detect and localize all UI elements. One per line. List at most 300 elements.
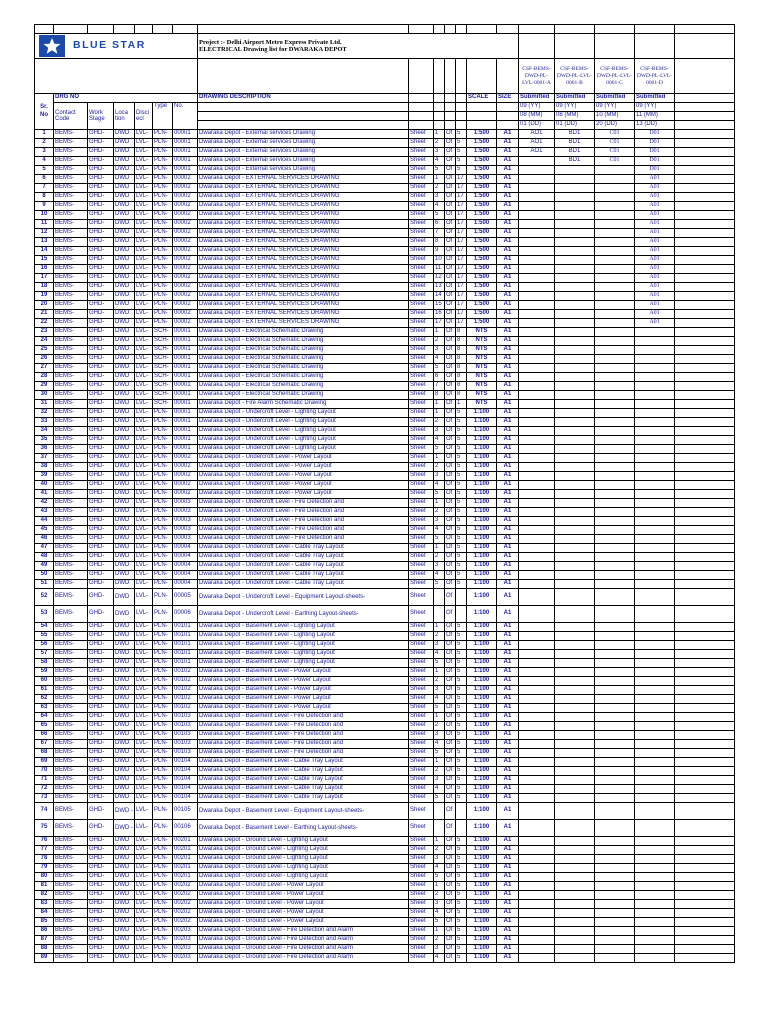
cell-rev-d: A01 [635, 310, 675, 319]
cell-contract-code: BEMS- [54, 202, 88, 211]
cell-rev-a [519, 373, 555, 382]
cell-sr-no: 51 [35, 580, 54, 589]
cell-scale: 1:100 [467, 463, 497, 472]
cell-location: DWD [114, 589, 135, 606]
cell-size: A1 [497, 535, 519, 544]
cell-scale: 1:500 [467, 193, 497, 202]
cell-rev-c [595, 220, 635, 229]
cell-scale: 1:500 [467, 238, 497, 247]
cell-sheet-no: 4 [434, 436, 445, 445]
cell-work-stage: GHD- [88, 553, 114, 562]
cell-description: Dwaraka Depot - Undercroft Level - Cable Tray Layout [198, 580, 409, 589]
cell-scale: 1:100 [467, 641, 497, 650]
table-row [35, 686, 735, 695]
cell-sheet-label: Sheet [409, 562, 434, 571]
cell-sheet-total: 5 [456, 418, 467, 427]
cell-rev-a [519, 229, 555, 238]
cell-scale: 1:100 [467, 580, 497, 589]
cell-description: Dwaraka Depot - Ground Level - Lighting Layout [198, 873, 409, 882]
cell-type: PLN- [153, 508, 173, 517]
cell-size: A1 [497, 454, 519, 463]
cell-rev-a [519, 481, 555, 490]
cell-sr-no: 25 [35, 346, 54, 355]
cell-blank [675, 382, 735, 391]
cell-type: PLN- [153, 785, 173, 794]
cell-rev-d [635, 900, 675, 909]
cell-size: A1 [497, 256, 519, 265]
cell-sheet-label: Sheet [409, 436, 434, 445]
cell-size: A1 [497, 337, 519, 346]
cell-location: DWD [114, 526, 135, 535]
cell-contract-code: BEMS- [54, 193, 88, 202]
cell-description: Dwaraka Depot - Undercroft Level - Lighting Layout [198, 409, 409, 418]
cell-sheet-no: 3 [434, 562, 445, 571]
cell-sheet-total: 5 [456, 704, 467, 713]
cell-size: A1 [497, 686, 519, 695]
cell-scale: 1:500 [467, 310, 497, 319]
cell-discipline: LVL- [135, 319, 153, 328]
cell-location: DWD [114, 436, 135, 445]
cell-contract-code: BEMS- [54, 562, 88, 571]
cell-sr-no: 14 [35, 247, 54, 256]
cell-discipline: LVL- [135, 767, 153, 776]
cell-work-stage: GHD- [88, 355, 114, 364]
cell-rev-c [595, 382, 635, 391]
cell-rev-c [595, 211, 635, 220]
cell-number: 00001 [173, 346, 198, 355]
cell-discipline: LVL- [135, 427, 153, 436]
cell-sheet-total: 5 [456, 641, 467, 650]
cell-rev-a [519, 837, 555, 846]
cell-location: DWD [114, 481, 135, 490]
cell-contract-code: BEMS- [54, 292, 88, 301]
cell-location: DWD [114, 641, 135, 650]
cell-sheet-no [434, 606, 445, 623]
cell-of-label: Of [445, 677, 456, 686]
cell-sr-no: 75 [35, 820, 54, 837]
cell-discipline: LVL- [135, 220, 153, 229]
cell-number: 00104 [173, 794, 198, 803]
cell-description: Dwaraka Depot - EXTERNAL SERVICES DRAWING [198, 193, 409, 202]
cell-rev-c: C01 [595, 148, 635, 157]
cell-rev-b [555, 400, 595, 409]
cell-rev-c [595, 301, 635, 310]
revision-dd-b: 01 (DD) [555, 121, 595, 130]
drawing-list-sheet [34, 24, 734, 963]
cell-location: DWD [114, 238, 135, 247]
cell-rev-a [519, 499, 555, 508]
cell-location: DWD [114, 274, 135, 283]
cell-of-label: Of [445, 310, 456, 319]
cell-rev-a [519, 918, 555, 927]
cell-contract-code: BEMS- [54, 148, 88, 157]
cell-sheet-total: 17 [456, 256, 467, 265]
cell-sheet-no: 3 [434, 148, 445, 157]
cell-work-stage: GHD- [88, 148, 114, 157]
cell-sheet-total: 8 [456, 355, 467, 364]
cell-rev-a [519, 803, 555, 820]
cell-sr-no: 84 [35, 909, 54, 918]
cell-description: Dwaraka Depot - Undercroft Level - Power Layout [198, 481, 409, 490]
cell-work-stage: GHD- [88, 166, 114, 175]
cell-description: Dwaraka Depot - Undercroft Level - Power Layout [198, 490, 409, 499]
cell-number: 00002 [173, 202, 198, 211]
cell-description: Dwaraka Depot - Basement Level - Cable Tray Layout [198, 794, 409, 803]
cell-sheet-label: Sheet [409, 589, 434, 606]
cell-rev-c [595, 864, 635, 873]
cell-rev-a [519, 891, 555, 900]
cell-of-label: Of [445, 211, 456, 220]
cell-number: 00106 [173, 820, 198, 837]
cell-of-label: Of [445, 364, 456, 373]
cell-scale: 1:100 [467, 820, 497, 837]
cell-rev-c [595, 758, 635, 767]
cell-size: A1 [497, 274, 519, 283]
cell-rev-c [595, 945, 635, 954]
cell-contract-code: BEMS- [54, 436, 88, 445]
cell-contract-code: BEMS- [54, 526, 88, 535]
table-row [35, 148, 735, 157]
cell-rev-c [595, 517, 635, 526]
cell-sr-no: 16 [35, 265, 54, 274]
cell-blank [675, 526, 735, 535]
cell-sheet-no: 3 [434, 855, 445, 864]
cell-rev-b: BD1 [555, 157, 595, 166]
cell-location: DWD [114, 535, 135, 544]
cell-of-label: Of [445, 553, 456, 562]
cell-description: Dwaraka Depot - EXTERNAL SERVICES DRAWING [198, 229, 409, 238]
cell-discipline: LVL- [135, 301, 153, 310]
cell-rev-b [555, 749, 595, 758]
cell-scale: 1:500 [467, 247, 497, 256]
cell-blank [675, 677, 735, 686]
cell-of-label: Of [445, 301, 456, 310]
cell-number: 00001 [173, 445, 198, 454]
cell-contract-code: BEMS- [54, 695, 88, 704]
cell-location: DWD [114, 202, 135, 211]
cell-scale: NTS [467, 346, 497, 355]
cell-number: 00102 [173, 704, 198, 713]
cell-of-label: Of [445, 794, 456, 803]
cell-sheet-label: Sheet [409, 211, 434, 220]
cell-description: Dwaraka Depot - Electrical Schematic Drawing [198, 364, 409, 373]
cell-description: Dwaraka Depot - EXTERNAL SERVICES DRAWING [198, 184, 409, 193]
cell-rev-d: D01 [635, 139, 675, 148]
revision-ref-c: CSF-BEMS-DWD-PL-LVL-0001-C [595, 59, 635, 94]
cell-blank [675, 695, 735, 704]
cell-type: PLN- [153, 130, 173, 139]
cell-rev-a [519, 855, 555, 864]
cell-sr-no: 78 [35, 855, 54, 864]
cell-rev-a [519, 767, 555, 776]
cell-type: PLN- [153, 909, 173, 918]
cell-rev-a: AO1 [519, 148, 555, 157]
cell-contract-code: BEMS- [54, 346, 88, 355]
cell-rev-b [555, 606, 595, 623]
cell-scale: 1:100 [467, 767, 497, 776]
cell-of-label: Of [445, 193, 456, 202]
cell-rev-a [519, 668, 555, 677]
table-row [35, 731, 735, 740]
cell-description: Dwaraka Depot - EXTERNAL SERVICES DRAWING [198, 211, 409, 220]
cell-size: A1 [497, 553, 519, 562]
cell-rev-b [555, 794, 595, 803]
cell-contract-code: BEMS- [54, 445, 88, 454]
cell-sr-no: 70 [35, 767, 54, 776]
cell-rev-a [519, 650, 555, 659]
cell-of-label: Of [445, 580, 456, 589]
cell-description: Dwaraka Depot - EXTERNAL SERVICES DRAWING [198, 238, 409, 247]
cell-sheet-no: 5 [434, 659, 445, 668]
table-row [35, 328, 735, 337]
cell-sheet-no: 2 [434, 418, 445, 427]
revision-yy-a: 09 (YY) [519, 103, 555, 112]
cell-location: DWD [114, 749, 135, 758]
cell-number: 00203 [173, 936, 198, 945]
cell-rev-a [519, 731, 555, 740]
cell-location: DWD [114, 677, 135, 686]
cell-sheet-label: Sheet [409, 837, 434, 846]
cell-rev-a [519, 301, 555, 310]
cell-type: PLN- [153, 544, 173, 553]
cell-discipline: LVL- [135, 641, 153, 650]
cell-contract-code: BEMS- [54, 301, 88, 310]
header-type: Type [153, 103, 173, 130]
cell-type: PLN- [153, 454, 173, 463]
cell-discipline: LVL- [135, 436, 153, 445]
cell-rev-b [555, 328, 595, 337]
cell-rev-b [555, 927, 595, 936]
cell-blank [675, 130, 735, 139]
cell-rev-b [555, 873, 595, 882]
cell-discipline: LVL- [135, 954, 153, 963]
cell-rev-d [635, 364, 675, 373]
cell-location: DWD [114, 148, 135, 157]
cell-size: A1 [497, 677, 519, 686]
cell-sheet-total: 17 [456, 292, 467, 301]
cell-location: DWD [114, 211, 135, 220]
cell-description: Dwaraka Depot - Ground Level - Power Layout [198, 900, 409, 909]
cell-scale: 1:100 [467, 650, 497, 659]
cell-rev-b [555, 562, 595, 571]
cell-rev-b [555, 382, 595, 391]
cell-blank [675, 659, 735, 668]
cell-discipline: LVL- [135, 927, 153, 936]
cell-contract-code: BEMS- [54, 400, 88, 409]
cell-discipline: LVL- [135, 265, 153, 274]
header-location: Loca tion [114, 103, 135, 130]
cell-rev-b [555, 758, 595, 767]
cell-sheet-label: Sheet [409, 400, 434, 409]
cell-sheet-label: Sheet [409, 157, 434, 166]
cell-number: 00001 [173, 373, 198, 382]
cell-sr-no: 26 [35, 355, 54, 364]
revision-ref-d: CSF-BEMS-DWD-PL-LVL-0001-D [635, 59, 675, 94]
table-row [35, 580, 735, 589]
cell-of-label: Of [445, 409, 456, 418]
cell-work-stage: GHD- [88, 776, 114, 785]
cell-size: A1 [497, 364, 519, 373]
cell-rev-b [555, 517, 595, 526]
cell-location: DWD [114, 508, 135, 517]
cell-sheet-no: 15 [434, 301, 445, 310]
cell-location: DWD [114, 490, 135, 499]
cell-work-stage: GHD- [88, 526, 114, 535]
cell-type: PLN- [153, 713, 173, 722]
cell-sheet-total: 5 [456, 157, 467, 166]
cell-sheet-total: 17 [456, 319, 467, 328]
cell-sheet-label: Sheet [409, 571, 434, 580]
cell-of-label: Of [445, 704, 456, 713]
cell-discipline: LVL- [135, 918, 153, 927]
cell-discipline: LVL- [135, 400, 153, 409]
cell-rev-a [519, 184, 555, 193]
cell-sheet-total: 5 [456, 891, 467, 900]
cell-of-label: Of [445, 256, 456, 265]
cell-rev-c [595, 632, 635, 641]
header-discipline: Disci ecl [135, 103, 153, 130]
cell-sheet-total: 5 [456, 936, 467, 945]
cell-size: A1 [497, 391, 519, 400]
cell-sheet-no: 4 [434, 157, 445, 166]
cell-rev-d [635, 328, 675, 337]
cell-type: SCH- [153, 400, 173, 409]
cell-rev-a: AO1 [519, 130, 555, 139]
cell-sr-no: 24 [35, 337, 54, 346]
cell-number: 00203 [173, 954, 198, 963]
cell-scale: 1:100 [467, 544, 497, 553]
cell-blank [675, 409, 735, 418]
cell-description: Dwaraka Depot - EXTERNAL SERVICES DRAWING [198, 247, 409, 256]
cell-rev-d [635, 882, 675, 891]
cell-description: Dwaraka Depot - Basement Level - Fire Detection and [198, 749, 409, 758]
cell-sheet-no: 2 [434, 722, 445, 731]
cell-number: 00001 [173, 166, 198, 175]
cell-size: A1 [497, 148, 519, 157]
cell-blank [675, 337, 735, 346]
cell-work-stage: GHD- [88, 677, 114, 686]
table-row [35, 499, 735, 508]
cell-location: DWD [114, 454, 135, 463]
cell-number: 00104 [173, 767, 198, 776]
cell-blank [675, 328, 735, 337]
cell-description: Dwaraka Depot - Basement Level - Cable Tray Layout [198, 767, 409, 776]
table-row [35, 918, 735, 927]
cell-location: DWD [114, 418, 135, 427]
cell-description: Dwaraka Depot - EXTERNAL SERVICES DRAWING [198, 202, 409, 211]
cell-number: 00103 [173, 731, 198, 740]
cell-of-label: Of [445, 900, 456, 909]
cell-number: 00001 [173, 427, 198, 436]
cell-location: DWD [114, 864, 135, 873]
cell-sheet-no [434, 803, 445, 820]
table-row [35, 409, 735, 418]
cell-blank [675, 749, 735, 758]
cell-location: DWD [114, 623, 135, 632]
table-row [35, 301, 735, 310]
cell-rev-b: BD1 [555, 130, 595, 139]
cell-rev-d [635, 776, 675, 785]
cell-rev-d [635, 463, 675, 472]
cell-discipline: LVL- [135, 562, 153, 571]
cell-sheet-total: 5 [456, 445, 467, 454]
cell-sheet-label: Sheet [409, 202, 434, 211]
cell-rev-c [595, 695, 635, 704]
cell-sheet-total: 5 [456, 918, 467, 927]
cell-contract-code: BEMS- [54, 891, 88, 900]
cell-blank [675, 247, 735, 256]
cell-sheet-total: 17 [456, 274, 467, 283]
cell-scale: 1:100 [467, 526, 497, 535]
cell-description: Dwaraka Depot - Electrical Schematic Drawing [198, 391, 409, 400]
cell-location: DWD [114, 758, 135, 767]
cell-rev-c [595, 580, 635, 589]
cell-work-stage: GHD- [88, 722, 114, 731]
cell-rev-b [555, 820, 595, 837]
cell-location: DWD [114, 472, 135, 481]
cell-work-stage: GHD- [88, 211, 114, 220]
cell-size: A1 [497, 202, 519, 211]
cell-location: DWD [114, 328, 135, 337]
cell-sheet-total: 8 [456, 382, 467, 391]
cell-work-stage: GHD- [88, 346, 114, 355]
cell-rev-d [635, 544, 675, 553]
cell-number: 00002 [173, 220, 198, 229]
cell-sr-no: 9 [35, 202, 54, 211]
cell-work-stage: GHD- [88, 283, 114, 292]
cell-rev-a [519, 265, 555, 274]
cell-description: Dwaraka Depot - EXTERNAL SERVICES DRAWING [198, 283, 409, 292]
cell-blank [675, 499, 735, 508]
cell-rev-d [635, 749, 675, 758]
cell-scale: 1:100 [467, 508, 497, 517]
cell-scale: 1:100 [467, 606, 497, 623]
cell-description: Dwaraka Depot - Undercroft Level - Equipment Layout-sheets- [198, 589, 409, 606]
cell-of-label: Of [445, 686, 456, 695]
cell-rev-d [635, 722, 675, 731]
cell-rev-c [595, 650, 635, 659]
cell-contract-code: BEMS- [54, 758, 88, 767]
cell-sheet-total: 5 [456, 776, 467, 785]
cell-rev-c [595, 722, 635, 731]
cell-description: Dwaraka Depot - Ground Level - Lighting Layout [198, 864, 409, 873]
cell-type: PLN- [153, 562, 173, 571]
cell-discipline: LVL- [135, 571, 153, 580]
cell-number: 00002 [173, 310, 198, 319]
cell-blank [675, 722, 735, 731]
cell-sr-no: 85 [35, 918, 54, 927]
cell-work-stage: GHD- [88, 927, 114, 936]
cell-discipline: LVL- [135, 418, 153, 427]
cell-sheet-no: 3 [434, 686, 445, 695]
cell-blank [675, 758, 735, 767]
cell-sheet-label: Sheet [409, 544, 434, 553]
table-row [35, 463, 735, 472]
cell-rev-c [595, 409, 635, 418]
cell-blank [675, 909, 735, 918]
cell-number: 00006 [173, 606, 198, 623]
cell-sheet-no: 1 [434, 130, 445, 139]
cell-discipline: LVL- [135, 686, 153, 695]
cell-sheet-no: 3 [434, 193, 445, 202]
table-row [35, 337, 735, 346]
cell-scale: 1:100 [467, 659, 497, 668]
cell-sr-no: 10 [35, 211, 54, 220]
cell-blank [675, 508, 735, 517]
cell-contract-code: BEMS- [54, 767, 88, 776]
cell-location: DWD [114, 292, 135, 301]
cell-location: DWD [114, 166, 135, 175]
